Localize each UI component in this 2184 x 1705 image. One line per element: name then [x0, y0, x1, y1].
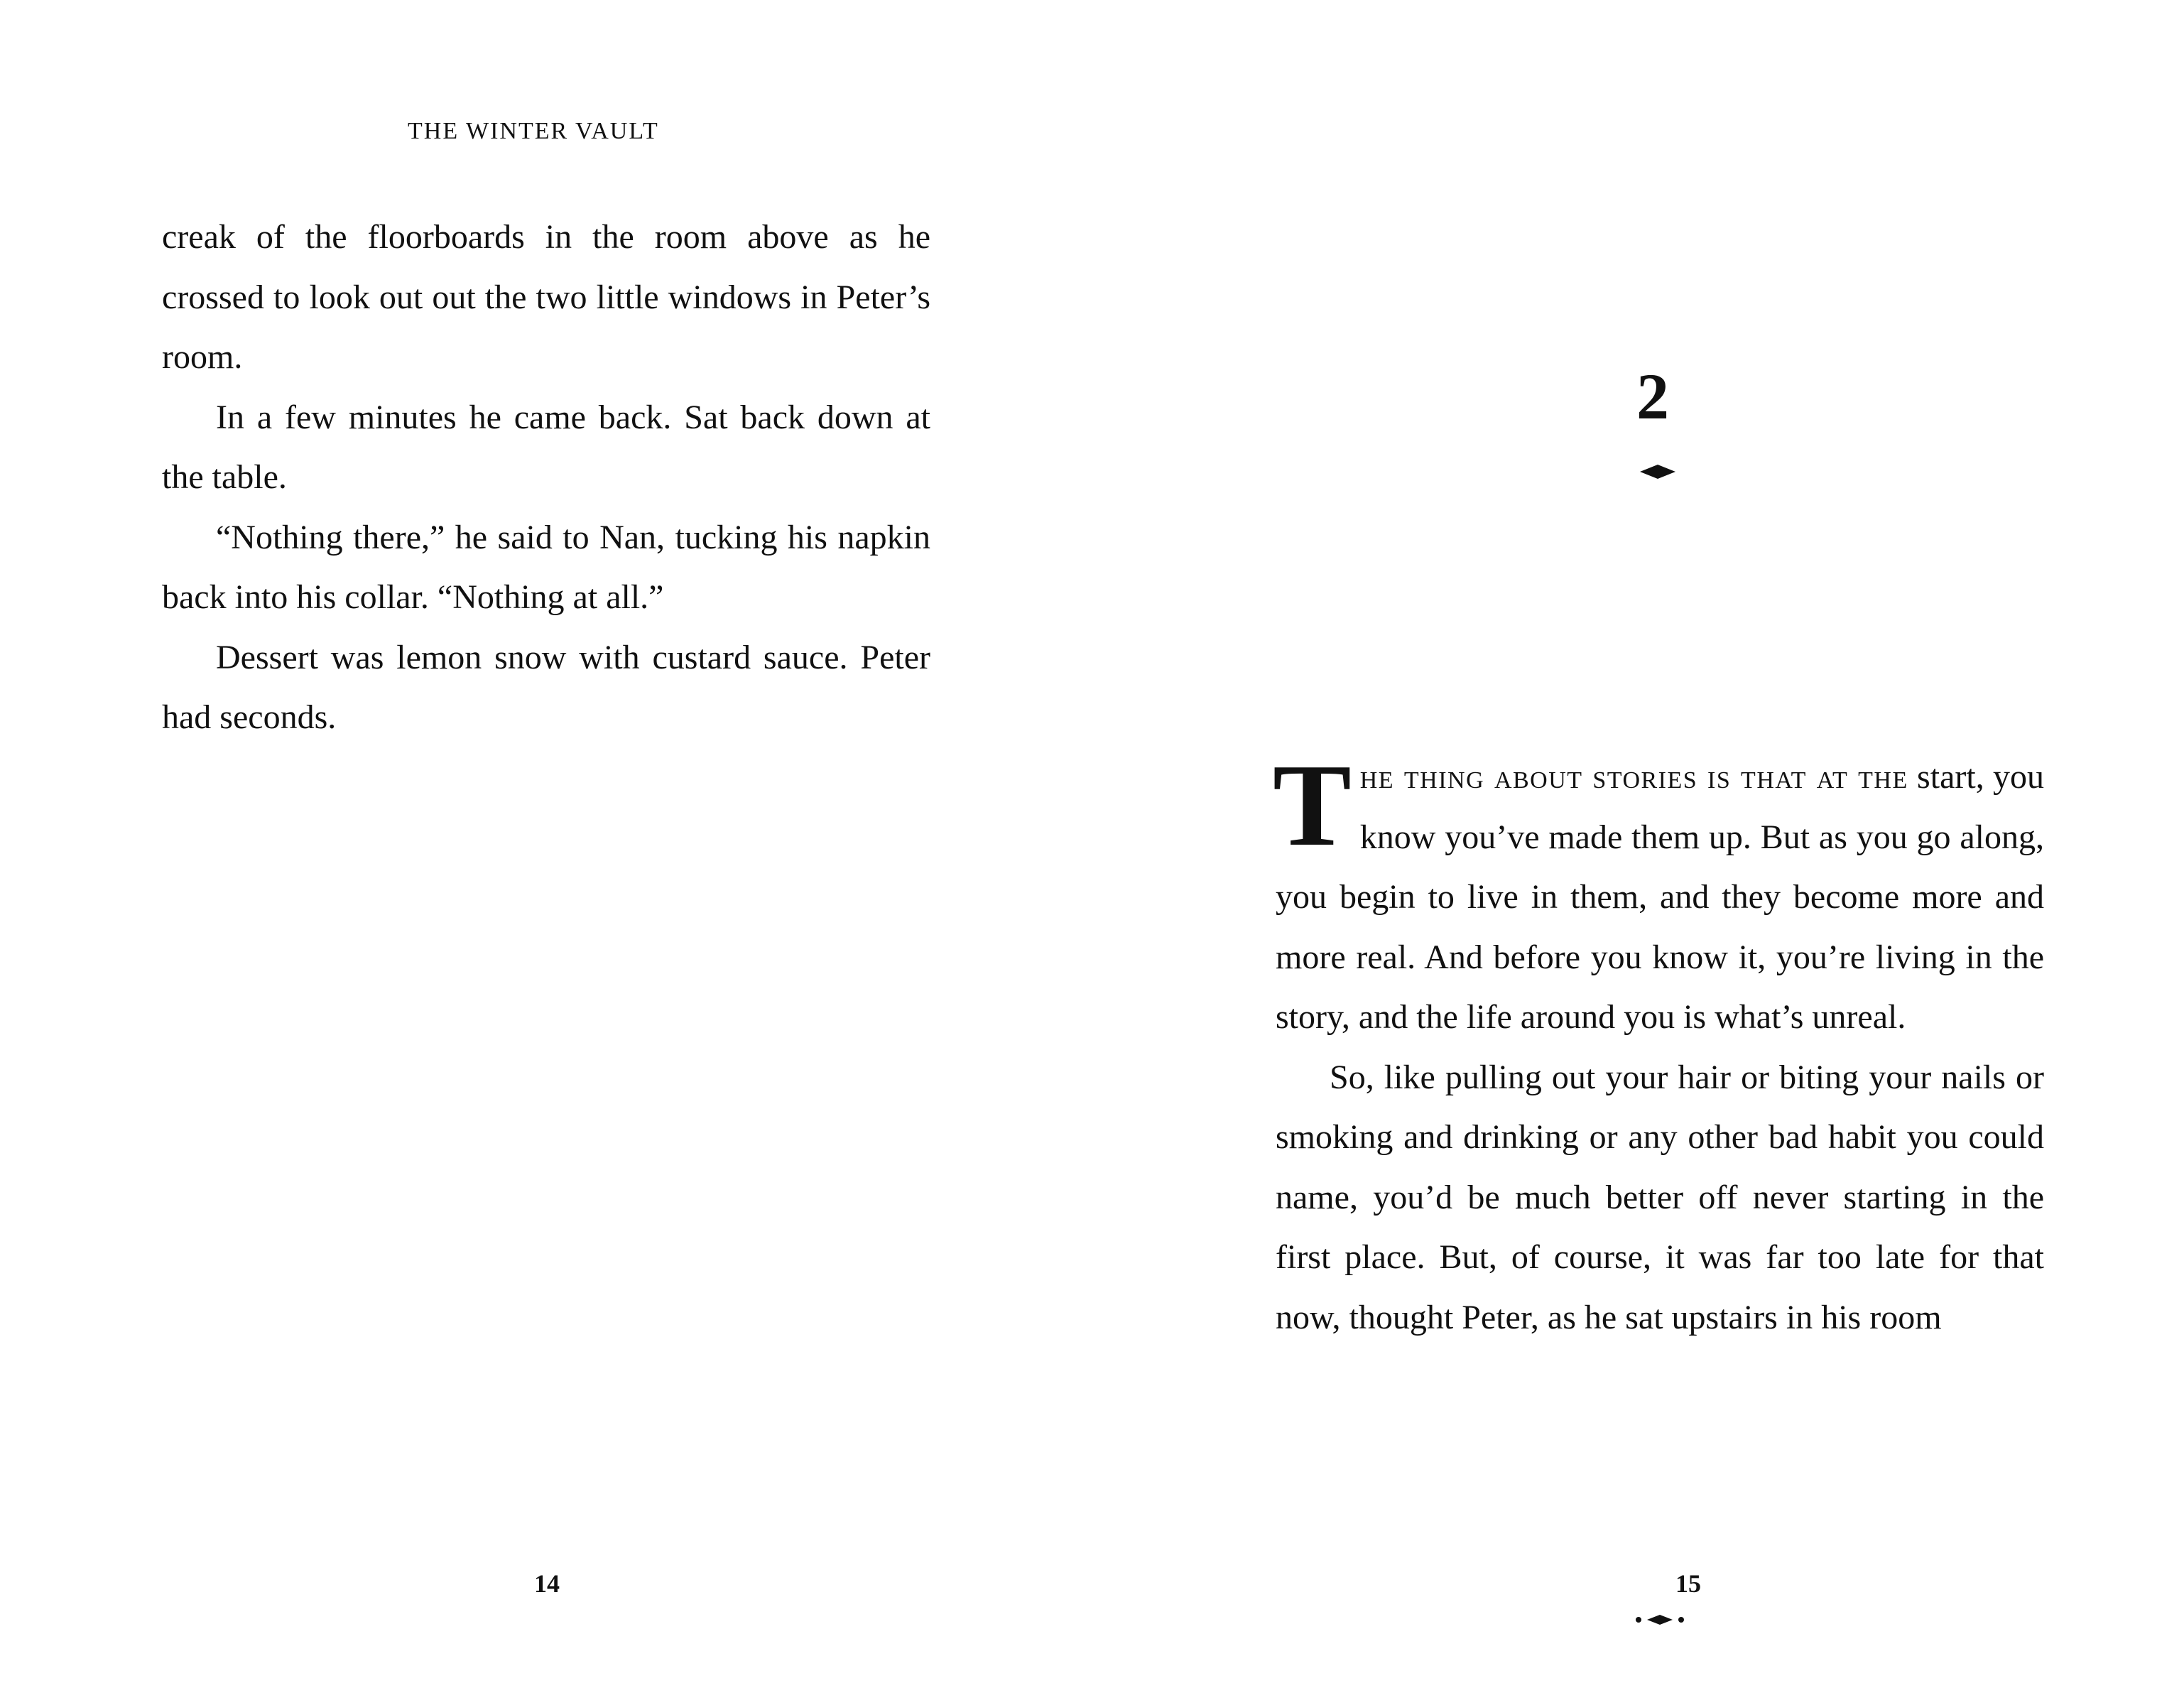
page-number-right: 15	[1675, 1569, 1701, 1598]
paragraph: “Nothing there,” he said to Nan, tucking his napkin back into his collar. “Nothing at all.”	[162, 518, 930, 616]
right-body-text	[1273, 740, 2045, 1348]
paragraph-text: start, you know you’ve made them up. But as you go along, you begin to live in them, and they become more and more real. And before you know it, you’re living in the story, and the life around you is what’s unreal.	[1276, 758, 2045, 1036]
running-head: THE WINTER VAULT	[408, 118, 659, 144]
drop-cap: T	[1273, 740, 1352, 870]
paragraph: In a few minutes he came back. Sat back down at the table.	[162, 398, 930, 496]
paragraph: So, like pulling out your hair or biting your nails or smoking and drinking or any other bad habit you could name, you’d be much better off never starting in the first place. But, of course, it was far too late for that now, thought Peter, as he sat upstairs in his room	[1276, 1058, 2044, 1336]
page-number-left: 14	[534, 1569, 560, 1598]
right-page	[1092, 0, 2184, 1705]
chapter-opening-paragraph	[1273, 740, 2045, 1048]
chapter-number: 2	[1636, 360, 1669, 433]
dot-diamond-dot-ornament-icon	[1634, 1613, 1685, 1627]
opening-smallcaps: he thing about stories is that at the	[1359, 758, 1908, 796]
paragraph: Dessert was lemon snow with custard sauce. Peter had seconds.	[162, 638, 930, 736]
paragraph: creak of the floorboards in the room above as he crossed to look out out the two little windows in Peter’s room.	[162, 218, 930, 376]
left-body-text	[162, 207, 930, 748]
diamond-ornament-icon	[1640, 463, 1675, 480]
